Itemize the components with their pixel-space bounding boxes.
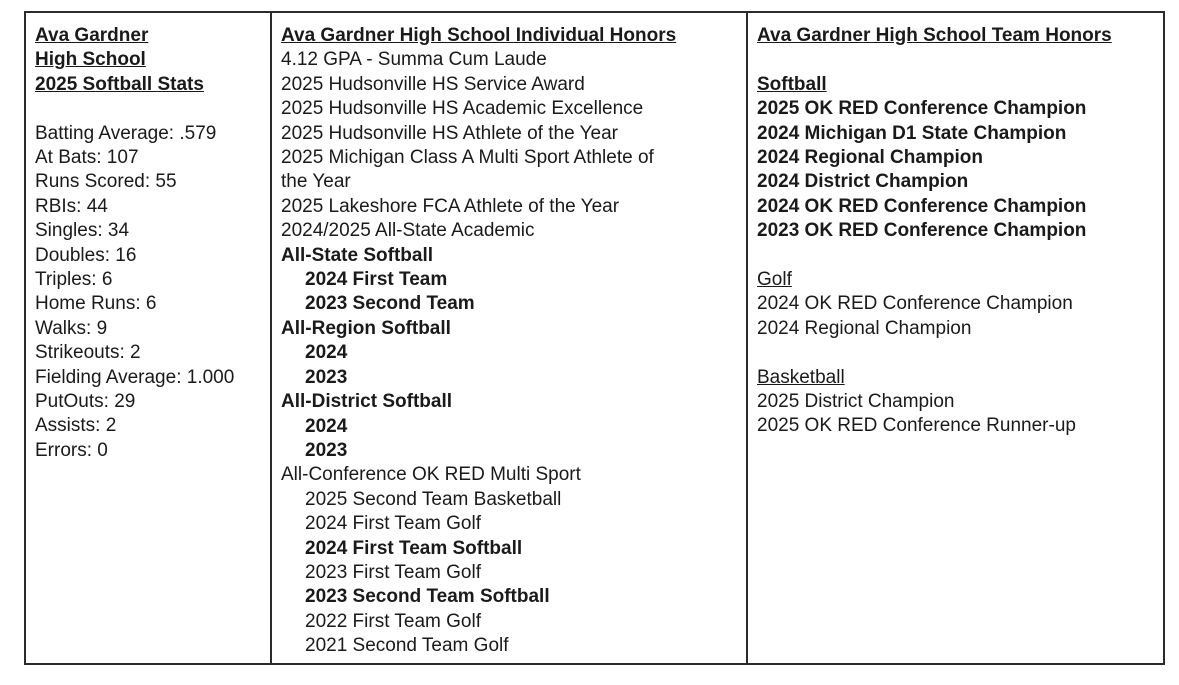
- softball-honor: 2024 Michigan D1 State Champion: [757, 122, 1067, 144]
- stat-putouts: PutOuts: 29: [35, 391, 136, 413]
- team-honors-column: [748, 13, 1163, 663]
- stat-triples: Triples: 6: [35, 269, 113, 291]
- all-region-item: 2024: [305, 342, 348, 364]
- all-state-heading: All-State Softball: [281, 244, 434, 266]
- individual-honors-column: [272, 13, 748, 663]
- honor-item: 4.12 GPA - Summa Cum Laude: [281, 49, 547, 71]
- all-region-item: 2023: [305, 366, 348, 388]
- all-conference-heading: All-Conference OK RED Multi Sport: [281, 464, 581, 486]
- stat-fielding-average: Fielding Average: 1.000: [35, 366, 235, 388]
- softball-heading: Softball: [757, 73, 827, 95]
- all-conference-item: 2025 Second Team Basketball: [305, 488, 562, 510]
- spacer: [35, 97, 261, 121]
- honor-item: 2024/2025 All-State Academic: [281, 220, 535, 242]
- stat-runs-scored: Runs Scored: 55: [35, 171, 177, 193]
- team-honors-title: Ava Gardner High School Team Honors: [757, 25, 1112, 46]
- honors-table: [24, 11, 1165, 665]
- golf-honor: 2024 Regional Champion: [757, 317, 972, 339]
- spacer: [757, 341, 1154, 365]
- softball-honor: 2024 OK RED Conference Champion: [757, 195, 1087, 217]
- all-conference-item: 2022 First Team Golf: [305, 610, 482, 632]
- all-conference-item: 2024 First Team Softball: [305, 537, 523, 559]
- stats-title-line-3: 2025 Softball Stats: [35, 73, 204, 95]
- all-district-item: 2023: [305, 439, 348, 461]
- all-conference-item: 2023 Second Team Softball: [305, 586, 550, 608]
- all-conference-item: 2023 First Team Golf: [305, 561, 482, 583]
- stat-assists: Assists: 2: [35, 415, 117, 437]
- basketball-heading: Basketball: [757, 366, 845, 388]
- basketball-honor: 2025 OK RED Conference Runner-up: [757, 415, 1076, 437]
- stat-walks: Walks: 9: [35, 317, 108, 339]
- spacer: [757, 48, 1154, 72]
- all-state-item: 2024 First Team: [305, 269, 448, 291]
- honor-item: 2025 Hudsonville HS Athlete of the Year: [281, 122, 618, 144]
- softball-honor: 2025 OK RED Conference Champion: [757, 98, 1087, 120]
- all-district-heading: All-District Softball: [281, 391, 453, 413]
- all-region-heading: All-Region Softball: [281, 317, 451, 339]
- honor-item: 2025 Michigan Class A Multi Sport Athlete of: [281, 147, 654, 169]
- golf-heading: Golf: [757, 269, 792, 291]
- all-district-item: 2024: [305, 415, 348, 437]
- stat-singles: Singles: 34: [35, 220, 130, 242]
- individual-honors-title: Ava Gardner High School Individual Honors: [281, 25, 677, 46]
- stat-strikeouts: Strikeouts: 2: [35, 342, 141, 364]
- honor-item: 2025 Hudsonville HS Service Award: [281, 73, 585, 95]
- all-conference-item: 2024 First Team Golf: [305, 513, 482, 535]
- honor-item: 2025 Lakeshore FCA Athlete of the Year: [281, 195, 620, 217]
- stat-doubles: Doubles: 16: [35, 244, 137, 266]
- stats-title-line-2: High School: [35, 49, 146, 71]
- stat-batting-average: Batting Average: .579: [35, 122, 217, 144]
- stat-at-bats: At Bats: 107: [35, 147, 139, 169]
- all-state-item: 2023 Second Team: [305, 293, 475, 315]
- stat-home-runs: Home Runs: 6: [35, 293, 157, 315]
- basketball-honor: 2025 District Champion: [757, 391, 955, 413]
- golf-honor: 2024 OK RED Conference Champion: [757, 293, 1073, 315]
- all-conference-item: 2021 Second Team Golf: [305, 635, 509, 657]
- stats-title-line-1: Ava Gardner: [35, 25, 149, 46]
- softball-honor: 2024 District Champion: [757, 171, 969, 193]
- honor-item: 2025 Hudsonville HS Academic Excellence: [281, 98, 644, 120]
- spacer: [757, 244, 1154, 268]
- honor-item: the Year: [281, 171, 351, 193]
- stat-rbis: RBIs: 44: [35, 195, 108, 217]
- softball-honor: 2024 Regional Champion: [757, 147, 983, 169]
- softball-stats-column: [26, 13, 272, 663]
- softball-honor: 2023 OK RED Conference Champion: [757, 220, 1087, 242]
- stat-errors: Errors: 0: [35, 439, 108, 461]
